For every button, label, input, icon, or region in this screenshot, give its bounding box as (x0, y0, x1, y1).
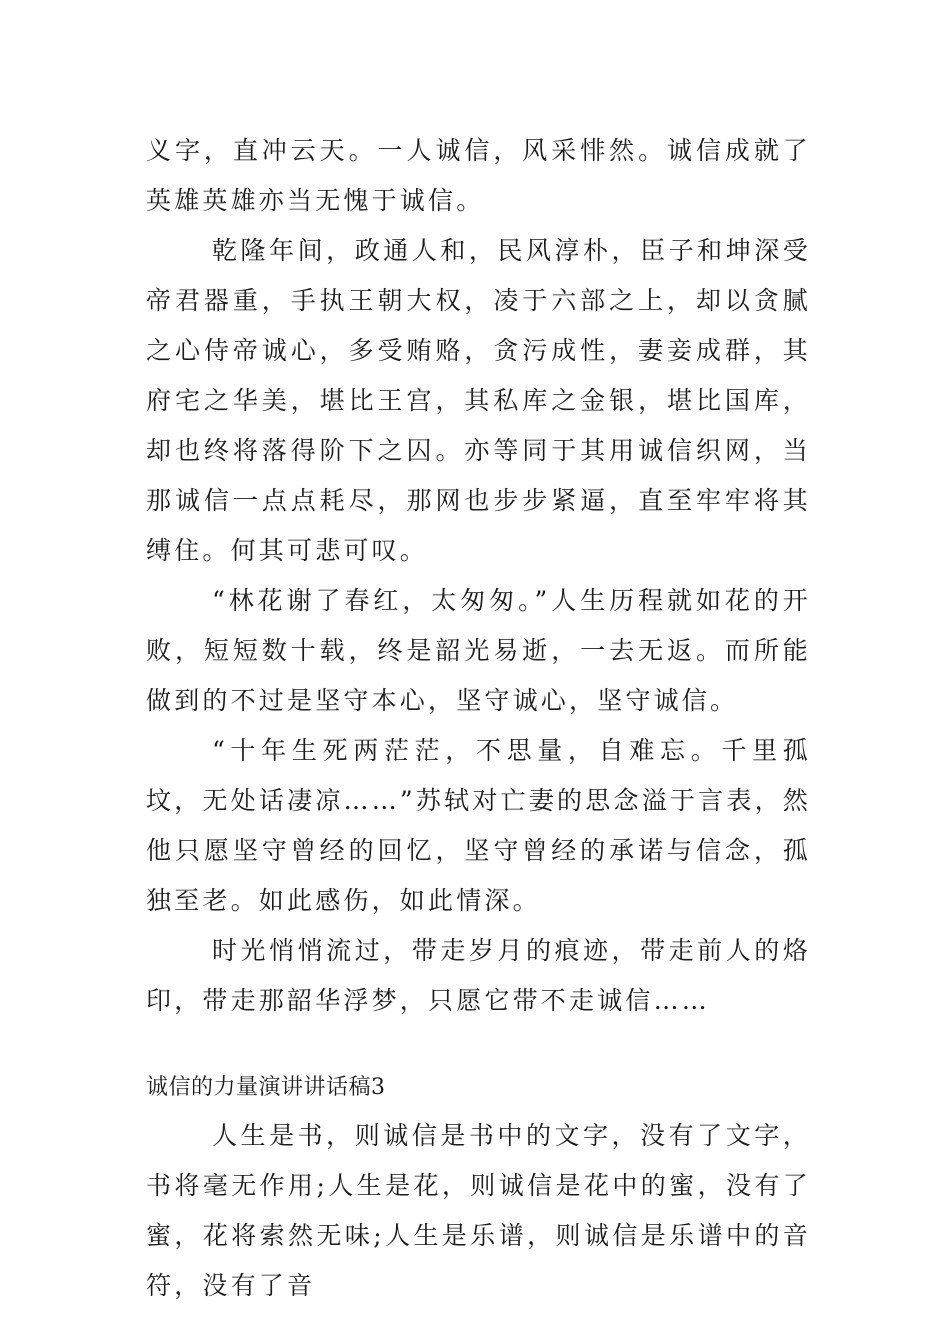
paragraph-3: “林花谢了春红，太匆匆。”人生历程就如花的开败，短短数十载，终是韶光易逝，一去无返。而所能做到的不过是坚守本心，坚守诚心，坚守诚信。 (146, 586, 811, 715)
paragraph-4: “十年生死两茫茫，不思量，自难忘。千里孤坟，无处话凄凉……”苏轼对亡妻的思念溢于言表，然他只愿坚守曾经的回忆，坚守曾经的承诺与信念，孤独至老。如此感伤，如此情深。 (146, 736, 811, 915)
paragraph-1: 义字，直冲云天。一人诚信，风采悱然。诚信成就了英雄英雄亦当无愧于诚信。 (146, 136, 811, 215)
paragraph-6: 人生是书，则诚信是书中的文字，没有了文字，书将毫无作用;人生是花，则诚信是花中的蜜，没有了蜜，花将索然无味;人生是乐谱，则诚信是乐谱中的音符，没有了音 (146, 1121, 811, 1300)
section-title: 诚信的力量演讲讲话稿3 (146, 1075, 386, 1100)
paragraph-2: 乾隆年间，政通人和，民风淳朴，臣子和坤深受帝君器重，手执王朝大权，凌于六部之上，却以贪腻之心侍帝诚心，多受贿赂，贪污成性，妻妾成群，其府宅之华美，堪比王宫，其私库之金银，堪比国库，却也终将落得阶下之囚。亦等同于其用诚信织网，当那诚信一点点耗尽，那网也步步紧逼，直至牢牢将其缚住。何其可悲可叹。 (146, 236, 811, 565)
document-page (146, 126, 811, 1311)
paragraph-5: 时光悄悄流过，带走岁月的痕迹，带走前人的烙印，带走那韶华浮梦，只愿它带不走诚信…… (146, 936, 811, 1015)
